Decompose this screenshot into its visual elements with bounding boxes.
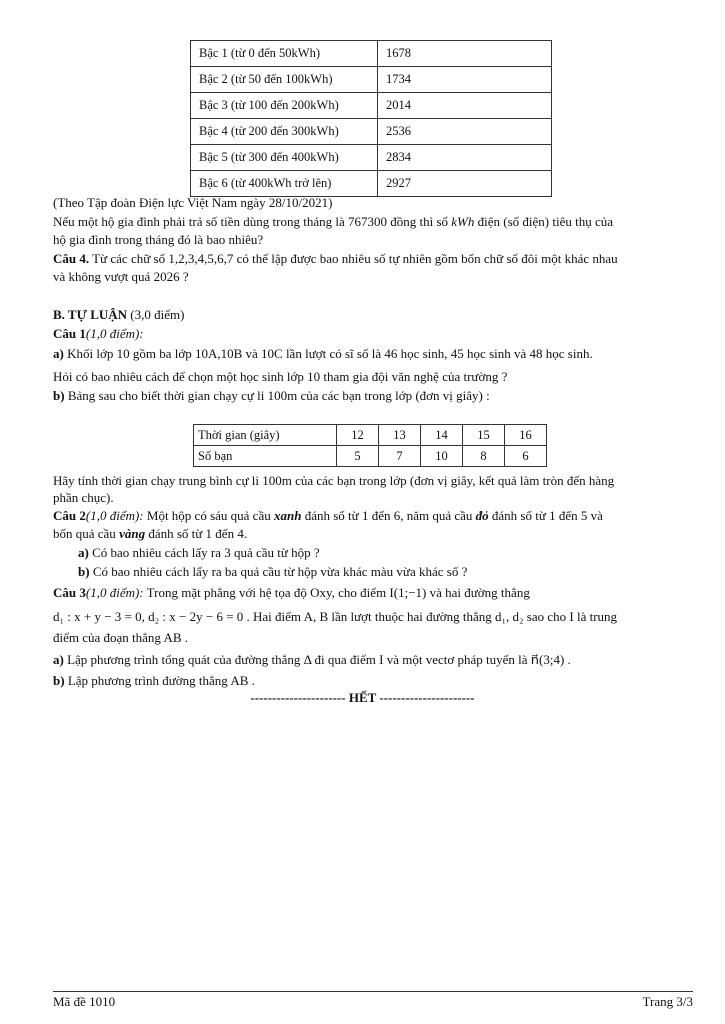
c3-line2: d₁ : x + y − 3 = 0, d₂ : x − 2y − 6 = 0 . Hai điểm A, B lần lượt thuộc hai đường thẳng d₁, d₂ sao cho I là trung: [53, 609, 618, 624]
time-value: 13: [379, 425, 421, 446]
footer-rule: [53, 991, 693, 992]
tier-price: 2927: [378, 171, 552, 197]
tier-row: [191, 171, 552, 197]
end-marker: ---------------------- HẾT ----------------------: [250, 690, 475, 705]
count-value: 10: [421, 446, 463, 467]
tier-price: 1678: [378, 41, 552, 67]
c1b-line3: phần chục).: [53, 490, 114, 505]
running-time-table: [193, 424, 547, 467]
tier-price: 2536: [378, 119, 552, 145]
q4-line2: và không vượt quá 2026 ?: [53, 269, 189, 284]
tier-label: Bậc 3 (từ 100 đến 200kWh): [191, 93, 378, 119]
c2a-line: a) Có bao nhiêu cách lấy ra 3 quả cầu từ hộp ?: [78, 545, 320, 560]
c3a-line: a) Lập phương trình tổng quát của đường thẳng Δ đi qua điểm I và một vectơ pháp tuyến là n⃗(3;4) .: [53, 652, 571, 667]
tier-label: Bậc 2 (từ 50 đến 100kWh): [191, 67, 378, 93]
time-value: 14: [421, 425, 463, 446]
section-b-heading: B. TỰ LUẬN (3,0 điểm): [53, 307, 185, 322]
c1a-line2: Hỏi có bao nhiêu cách để chọn một học sinh lớp 10 tham gia đội văn nghệ của trường ?: [53, 369, 508, 384]
time-value: 12: [337, 425, 379, 446]
c2-line2: bốn quả cầu vàng đánh số từ 1 đến 4.: [53, 526, 248, 541]
tier-price: 1734: [378, 67, 552, 93]
time-header-label: Thời gian (giây): [194, 425, 337, 446]
c2-line1: Câu 2(1,0 điểm): Một hộp có sáu quả cầu xanh đánh số từ 1 đến 6, năm quả cầu đỏ đánh số từ 1 đến 5 và: [53, 508, 603, 523]
time-value: 16: [505, 425, 547, 446]
c1b-line2: Hãy tính thời gian chạy trung bình cự li 100m của các bạn trong lớp (đơn vị giây, kết quả làm tròn đến hàng: [53, 473, 615, 488]
c1a-line1: a) Khối lớp 10 gồm ba lớp 10A,10B và 10C lần lượt có sĩ số là 46 học sinh, 45 học sinh và 48 học sinh.: [53, 346, 593, 361]
c1b-line1: b) Bảng sau cho biết thời gian chạy cự li 100m của các bạn trong lớp (đơn vị giây) :: [53, 388, 490, 403]
c1-heading: Câu 1(1,0 điểm):: [53, 326, 144, 341]
c3-line1: Câu 3(1,0 điểm): Trong mặt phẳng với hệ tọa độ Oxy, cho điểm I(1;−1) và hai đường thẳng: [53, 585, 530, 600]
time-value: 15: [463, 425, 505, 446]
tier-label: Bậc 1 (từ 0 đến 50kWh): [191, 41, 378, 67]
tier-label: Bậc 4 (từ 200 đến 300kWh): [191, 119, 378, 145]
q4-line1: Câu 4. Từ các chữ số 1,2,3,4,5,6,7 có thể lập được bao nhiêu số tự nhiên gồm bốn chữ số đôi một khác nhau: [53, 251, 618, 266]
count-header-label: Số bạn: [194, 446, 337, 467]
tier-label: Bậc 5 (từ 300 đến 400kWh): [191, 145, 378, 171]
tier-row: [191, 119, 552, 145]
source-note: (Theo Tập đoàn Điện lực Việt Nam ngày 28/10/2021): [53, 195, 333, 210]
tier-label: Bậc 6 (từ 400kWh trở lên): [191, 171, 378, 197]
c3-line3: điểm của đoạn thẳng AB .: [53, 630, 189, 645]
tier-row: [191, 67, 552, 93]
q3-line1: Nếu một hộ gia đình phải trả số tiền dùng trong tháng là 767300 đồng thì số kWh điện (số điện) tiêu thụ của: [53, 214, 614, 229]
tier-price: 2834: [378, 145, 552, 171]
count-value: 6: [505, 446, 547, 467]
electricity-tier-table: [190, 40, 552, 197]
exam-code: Mã đề 1010: [53, 994, 116, 1009]
c2b-line: b) Có bao nhiêu cách lấy ra ba quả cầu từ hộp vừa khác màu vừa khác số ?: [78, 564, 468, 579]
tier-row: [191, 41, 552, 67]
count-value: 7: [379, 446, 421, 467]
count-value: 8: [463, 446, 505, 467]
tier-price: 2014: [378, 93, 552, 119]
tier-row: [191, 145, 552, 171]
count-value: 5: [337, 446, 379, 467]
page-number: Trang 3/3: [642, 994, 693, 1009]
q3-line2: hộ gia đình trong tháng đó là bao nhiêu?: [53, 232, 264, 247]
c3b-line: b) Lập phương trình đường thẳng AB .: [53, 673, 255, 688]
tier-row: [191, 93, 552, 119]
